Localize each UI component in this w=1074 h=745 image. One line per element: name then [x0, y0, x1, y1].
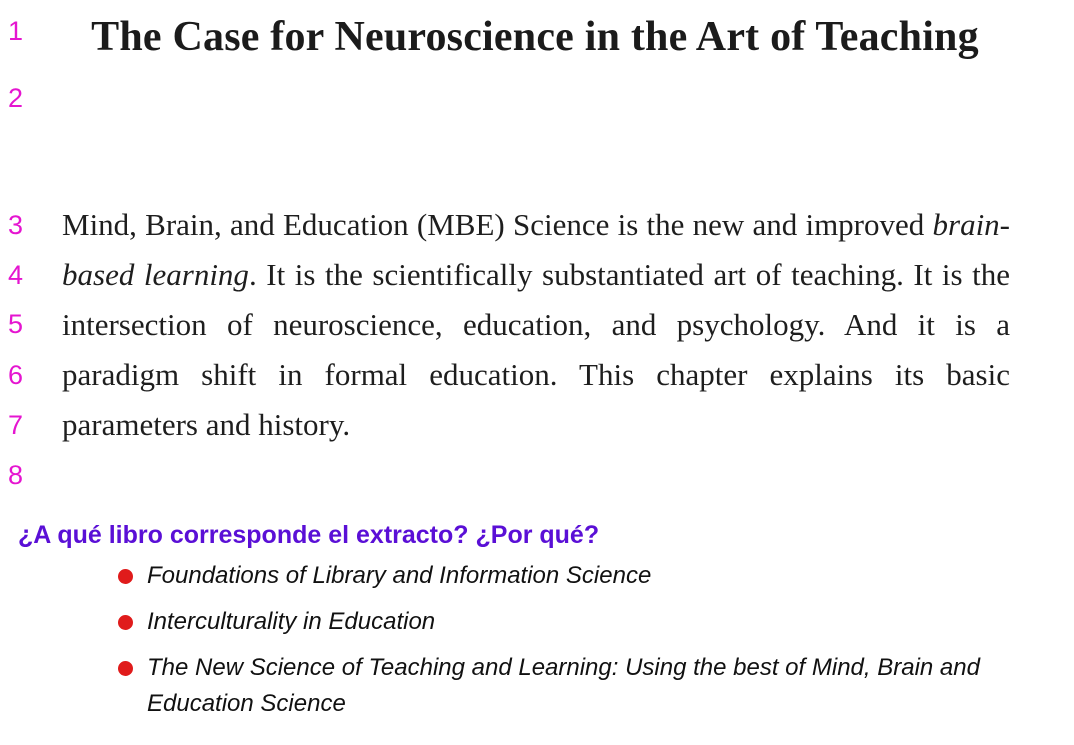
list-item[interactable]: [118, 604, 1018, 640]
bullet-icon: [118, 615, 133, 630]
bullet-icon: [118, 569, 133, 584]
list-item[interactable]: [118, 558, 1018, 594]
answer-options-list: [118, 558, 1018, 732]
line-number-8: 8: [8, 460, 24, 490]
line-number-2: 2: [8, 83, 24, 113]
document-title: The Case for Neuroscience in the Art of Teaching: [91, 14, 979, 60]
line-number-1: 1: [8, 16, 24, 46]
bullet-icon: [118, 661, 133, 676]
line-number-gutter: [0, 0, 46, 745]
line-number-5: 5: [8, 309, 24, 339]
document-paragraph: Mind, Brain, and Education (MBE) Science is the new and improved brain-based learning. It is the scientifically substantiated art of teaching. It is the intersection of neuroscience, education, and psychology. And it is a paradigm shift in formal education. This chapter explains its basic parameters and history.: [62, 207, 1011, 442]
line-number-7: 7: [8, 410, 24, 440]
line-number-3: 3: [8, 210, 24, 240]
option-label: The New Science of Teaching and Learning: Using the best of Mind, Brain and Education Science: [147, 654, 980, 717]
line-number-4: 4: [8, 260, 24, 290]
option-label: Foundations of Library and Information Science: [147, 562, 652, 589]
list-item[interactable]: [118, 650, 1018, 722]
option-label: Interculturality in Education: [147, 608, 436, 635]
question-prompt: ¿A qué libro corresponde el extracto? ¿Por qué?: [18, 521, 600, 549]
line-number-6: 6: [8, 360, 24, 390]
